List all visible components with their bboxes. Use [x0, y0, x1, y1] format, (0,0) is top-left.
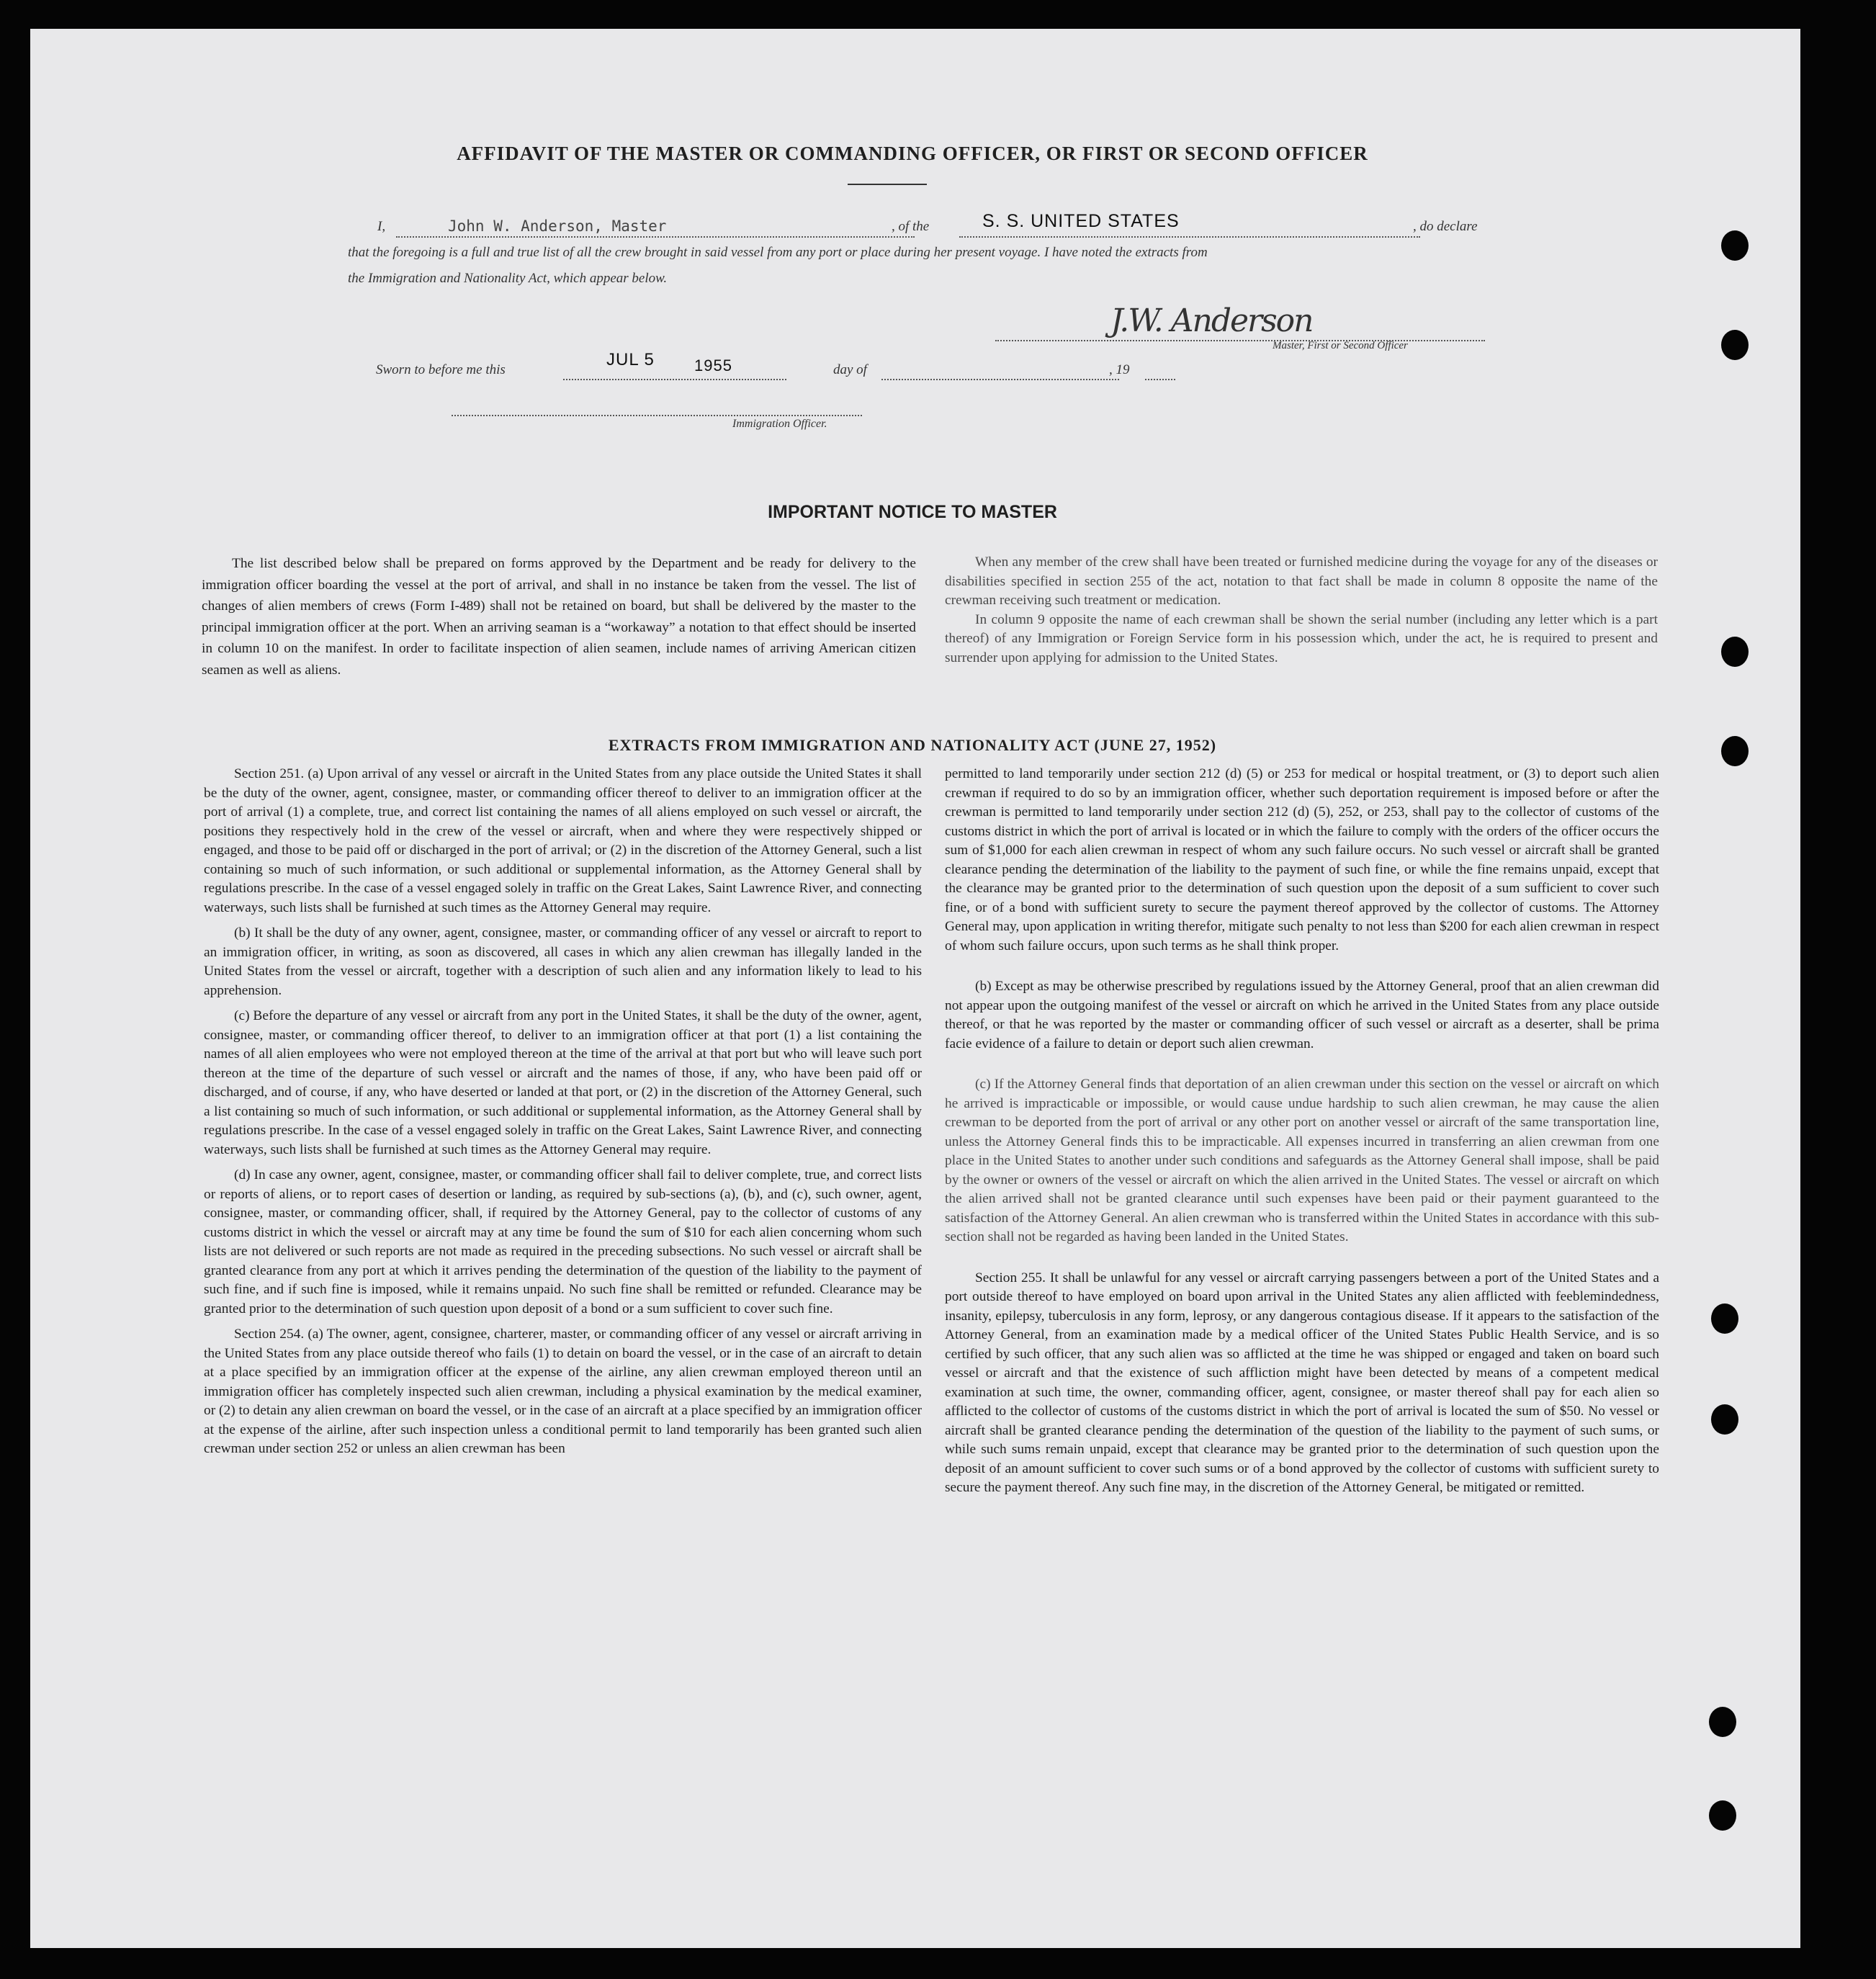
name-line — [396, 236, 915, 238]
notice-left-paragraph: The list described below shall be prepared on forms approved by the Department and be ready for delivery to the immigration officer boarding the vessel at the port of arrival, and shall in no instance be taken from the vessel. The list of changes of alien members of crews (Form I-489) shall not be retained on board, but shall be delivered by the master to the principal immigration officer at the port. When an arriving seaman is a “workaway” a notation to that effect should be inserted in column 10 on the manifest. In order to facilitate inspection of alien seamen, include names of arriving American citizen seamen as well as aliens. — [202, 556, 916, 678]
section-254-b: (b) Except as may be otherwise prescribed by regulations issued by the Attorney General, proof that an alien crewman did not appear upon the outgoing manifest of the vessel or aircraft on which he arrived in the United States from any place outside thereof, or that he was reported by the master or commanding officer of such vessel or aircraft as a deserter, shall be prima facie evidence of a failure to detain or deport such alien crewman. — [945, 979, 1659, 1051]
punch-hole — [1721, 230, 1749, 261]
section-254-a-cont: permitted to land temporarily under section 212 (d) (5) or 253 for medical or hospital treatment, or (3) to deport such alien crewman if required to do so by an immigration officer, whether such deportation requirement is imposed before or after the crewman is permitted to land temporarily under section 212 (d) (5), 252, or 253, shall pay to the collector of customs of the customs district in which the port of arrival is located or in which the failure to comply with the orders of the officer occurs the sum of $1,000 for each alien crewman in respect of whom any such failure occurs. No such vessel or aircraft shall be granted clearance pending the determination of the liability to the payment of such fine, or while the fine remains unpaid, except that the clearance may be granted prior to the determination of such question upon the deposit of a sum sufficient to cover such fine, or of a bond with sufficient surety to secure the payment thereof approved by the collector of customs. The Attorney General may, upon application in writing therefor, mitigate such penalty to not less than $200 for each alien crewman in respect of whom such failure occurs, upon such terms as he shall think proper. — [945, 766, 1659, 953]
title-rule — [848, 184, 927, 185]
master-signature: J.W. Anderson — [1110, 302, 1313, 339]
sworn-label: Sworn to before me this — [376, 362, 506, 377]
master-name: John W. Anderson, Master — [448, 217, 667, 235]
sworn-date-line — [563, 379, 786, 380]
punch-hole — [1721, 330, 1749, 360]
sworn-date: JUL 5 — [606, 350, 655, 369]
notice-title: IMPORTANT NOTICE TO MASTER — [768, 502, 1057, 522]
vessel-line — [959, 236, 1420, 238]
sworn-year: 1955 — [694, 356, 732, 374]
punch-hole — [1711, 1303, 1738, 1334]
notice-left-column — [202, 553, 916, 681]
extracts-right-column — [945, 765, 1659, 1504]
section-254-a: Section 254. (a) The owner, agent, consignee, charterer, master, or commanding officer of any vessel or aircraft arriving in the United States from any place outside thereof who fails (1) to detain on board the vessel, or in the case of an aircraft to detain at a place specified by an immigration officer at the expense of the airline, any alien crewman employed thereon until an immigration officer has completely inspected such alien crewman, including a physical examination by the medical examiner, or (2) to detain any alien crewman on board the vessel, or in the case of an aircraft at a place specified by an immigration officer at the expense of the airline, after such inspection unless a conditional permit to land temporarily has been granted such alien crewman under section 252 or unless an alien crewman has been — [204, 1327, 922, 1456]
section-255: Section 255. It shall be unlawful for any vessel or aircraft carrying passengers between a port of the United States and a port outside thereof to have employed on board upon arrival in the United States any alien afflicted with feeblemindedness, insanity, epilepsy, tuberculosis in any form, leprosy, or any dangerous contagious disease. If it appears to the satisfaction of the Attorney General, from an examination made by a medical officer of the United States Public Health Service, and is so certified by such officer, that any such alien was so afflicted at the time he was shipped or engaged and taken on board such vessel or aircraft and that the existence of such affliction might have been detected by means of a competent medical examination at such time, the owner, commanding officer, agent, consignee, or master thereof shall pay for each alien so afflicted to the collector of customs of the customs district in which the port of arrival is located the sum of $50. No vessel or aircraft shall be granted clearance pending the determination of the question of the liability to the payment of such sums, or while such sums remain unpaid, except that clearance may be granted prior to the determination of such question upon the deposit of an amount sufficient to cover such sums or of a bond approved by the collector of customs with sufficient surety to secure the payment thereof. Any such fine may, in the discretion of the Attorney General, be mitigated or remitted. — [945, 1270, 1659, 1495]
officer-caption: Immigration Officer. — [732, 418, 827, 430]
signature-caption: Master, First or Second Officer — [1273, 340, 1408, 351]
affidavit-title: AFFIDAVIT OF THE MASTER OR COMMANDING OFFICER, OR FIRST OR SECOND OFFICER — [457, 143, 1368, 164]
vessel-name: S. S. UNITED STATES — [982, 211, 1180, 231]
year-label: , 19 — [1109, 362, 1130, 377]
label-of-the: , of the — [892, 219, 930, 234]
label-i: I, — [377, 219, 386, 234]
section-251-c: (c) Before the departure of any vessel or aircraft from any port in the United States, it shall be the duty of the owner, agent, consignee, master, or commanding officer thereof, to deliver to an immigration officer at that port (1) a list containing the names of all alien employees who were not employed thereon at the time of the arrival at that port but who will leave such port thereon at the time of the departure of such vessel or aircraft and the names of those, if any, who have been paid off or discharged, and of course, if any, who have deserted or landed at that port, or (2) in the discretion of the Attorney General, such a list containing so much of such information, or such additional or supplemental information, as the Attorney General shall by regulations prescribe. In the case of a vessel engaged solely in traffic on the Great Lakes, Saint Lawrence River, and connecting waterways, such lists shall be furnished at such times as the Attorney General may require. — [204, 1008, 922, 1157]
officer-line — [452, 415, 862, 416]
label-do-declare: , do declare — [1413, 219, 1478, 234]
form-page — [30, 29, 1800, 1948]
section-254-c: (c) If the Attorney General finds that deportation of an alien crewman under this section on the vessel or aircraft on which he arrived is impracticable or impossible, or would cause undue hardship to such alien crewman, he may cause the alien crewman to be deported from the port of arrival or any other port on another vessel or aircraft of the same transportation line, unless the Attorney General finds this to be impracticable. All expenses incurred in transferring an alien crewman from one place in the United States to another under such conditions and safeguards as the Attorney General shall impose, shall be paid by the owner or owners of the vessel or aircraft on which the alien arrived in the United States. The vessel or aircraft on which the alien arrived shall not be granted clearance until such expenses have been paid or their payment guaranteed to the satisfaction of the Attorney General. An alien crewman who is transferred within the United States in accordance with this sub-section shall not be regarded as having been landed in the United States. — [945, 1077, 1659, 1244]
year-line — [1145, 379, 1175, 380]
punch-hole — [1709, 1800, 1736, 1831]
notice-right-paragraph-1: When any member of the crew shall have been treated or furnished medicine during the voyage for any of the diseases or disabilities specified in section 255 of the act, notation to that fact shall be made in column 8 opposite the name of the crewman receiving such treatment or medication. — [945, 555, 1658, 608]
punch-hole — [1721, 736, 1749, 766]
notice-right-paragraph-2: In column 9 opposite the name of each crewman shall be shown the serial number (including any letter which is a part thereof) of any Immigration or Foreign Service form in his possession which, under the act, he is required to present and surrender upon applying for admission to the United States. — [945, 611, 1658, 665]
punch-hole — [1709, 1707, 1736, 1737]
extracts-title: EXTRACTS FROM IMMIGRATION AND NATIONALITY ACT (JUNE 27, 1952) — [608, 736, 1217, 754]
signature-line — [995, 340, 1485, 341]
day-of-label: day of — [833, 362, 867, 377]
section-251-d: (d) In case any owner, agent, consignee, master, or commanding officer shall fail to deliver complete, true, and correct lists or reports of aliens, or to report cases of desertion or landing, as required by sub-sections (a), (b), and (c), such owner, agent, consignee, master, or commanding officer, shall, if required by the Attorney General, pay to the collector of customs of any customs district in which the vessel or aircraft may at any time be found the sum of $10 for each alien concerning whom such lists are not delivered or such reports are not made as required in the preceding subsections. No such vessel or aircraft shall be granted clearance from any port at which it arrives pending the determination of the question of the liability to the payment of such fine, and if such fine is imposed, while it remains unpaid. No such fine shall be remitted or refunded. Clearance may be granted prior to the determination of such question upon deposit of a bond or a sum sufficient to cover such fine. — [204, 1167, 922, 1316]
punch-hole — [1721, 637, 1749, 667]
month-line — [881, 379, 1119, 380]
declaration-line-1: that the foregoing is a full and true list of all the crew brought in said vessel from any port or place during her present voyage. I have noted the extracts from — [348, 245, 1208, 260]
declaration-line-2: the Immigration and Nationality Act, which appear below. — [348, 271, 668, 286]
section-251-b: (b) It shall be the duty of any owner, agent, consignee, master, or commanding officer of any vessel or aircraft to report to an immigration officer, in writing, as soon as discovered, all cases in which any alien crewman has illegally landed in the United States from the vessel or aircraft, together with a description of such alien and any information likely to lead to his apprehension. — [204, 925, 922, 998]
notice-right-column — [945, 553, 1658, 668]
punch-hole — [1711, 1404, 1738, 1435]
extracts-left-column — [204, 765, 922, 1466]
section-251-a: Section 251. (a) Upon arrival of any vessel or aircraft in the United States from any place outside the United States it shall be the duty of the owner, agent, consignee, master, or commanding officer thereof to deliver to an immigration officer at the port of arrival (1) a complete, true, and correct list containing the names of all aliens employed on such vessel or aircraft, the positions they respectively hold in the crew of the vessel or aircraft, when and where they were respectively shipped or engaged, and those to be paid off or discharged in the port of arrival; or (2) in the discretion of the Attorney General, such a list containing so much of such information, or such additional or supplemental information, as the Attorney General shall by regulations prescribe. In the case of a vessel engaged solely in traffic on the Great Lakes, Saint Lawrence River, and connecting waterways, such lists shall be furnished at such times as the Attorney General may require. — [204, 766, 922, 915]
